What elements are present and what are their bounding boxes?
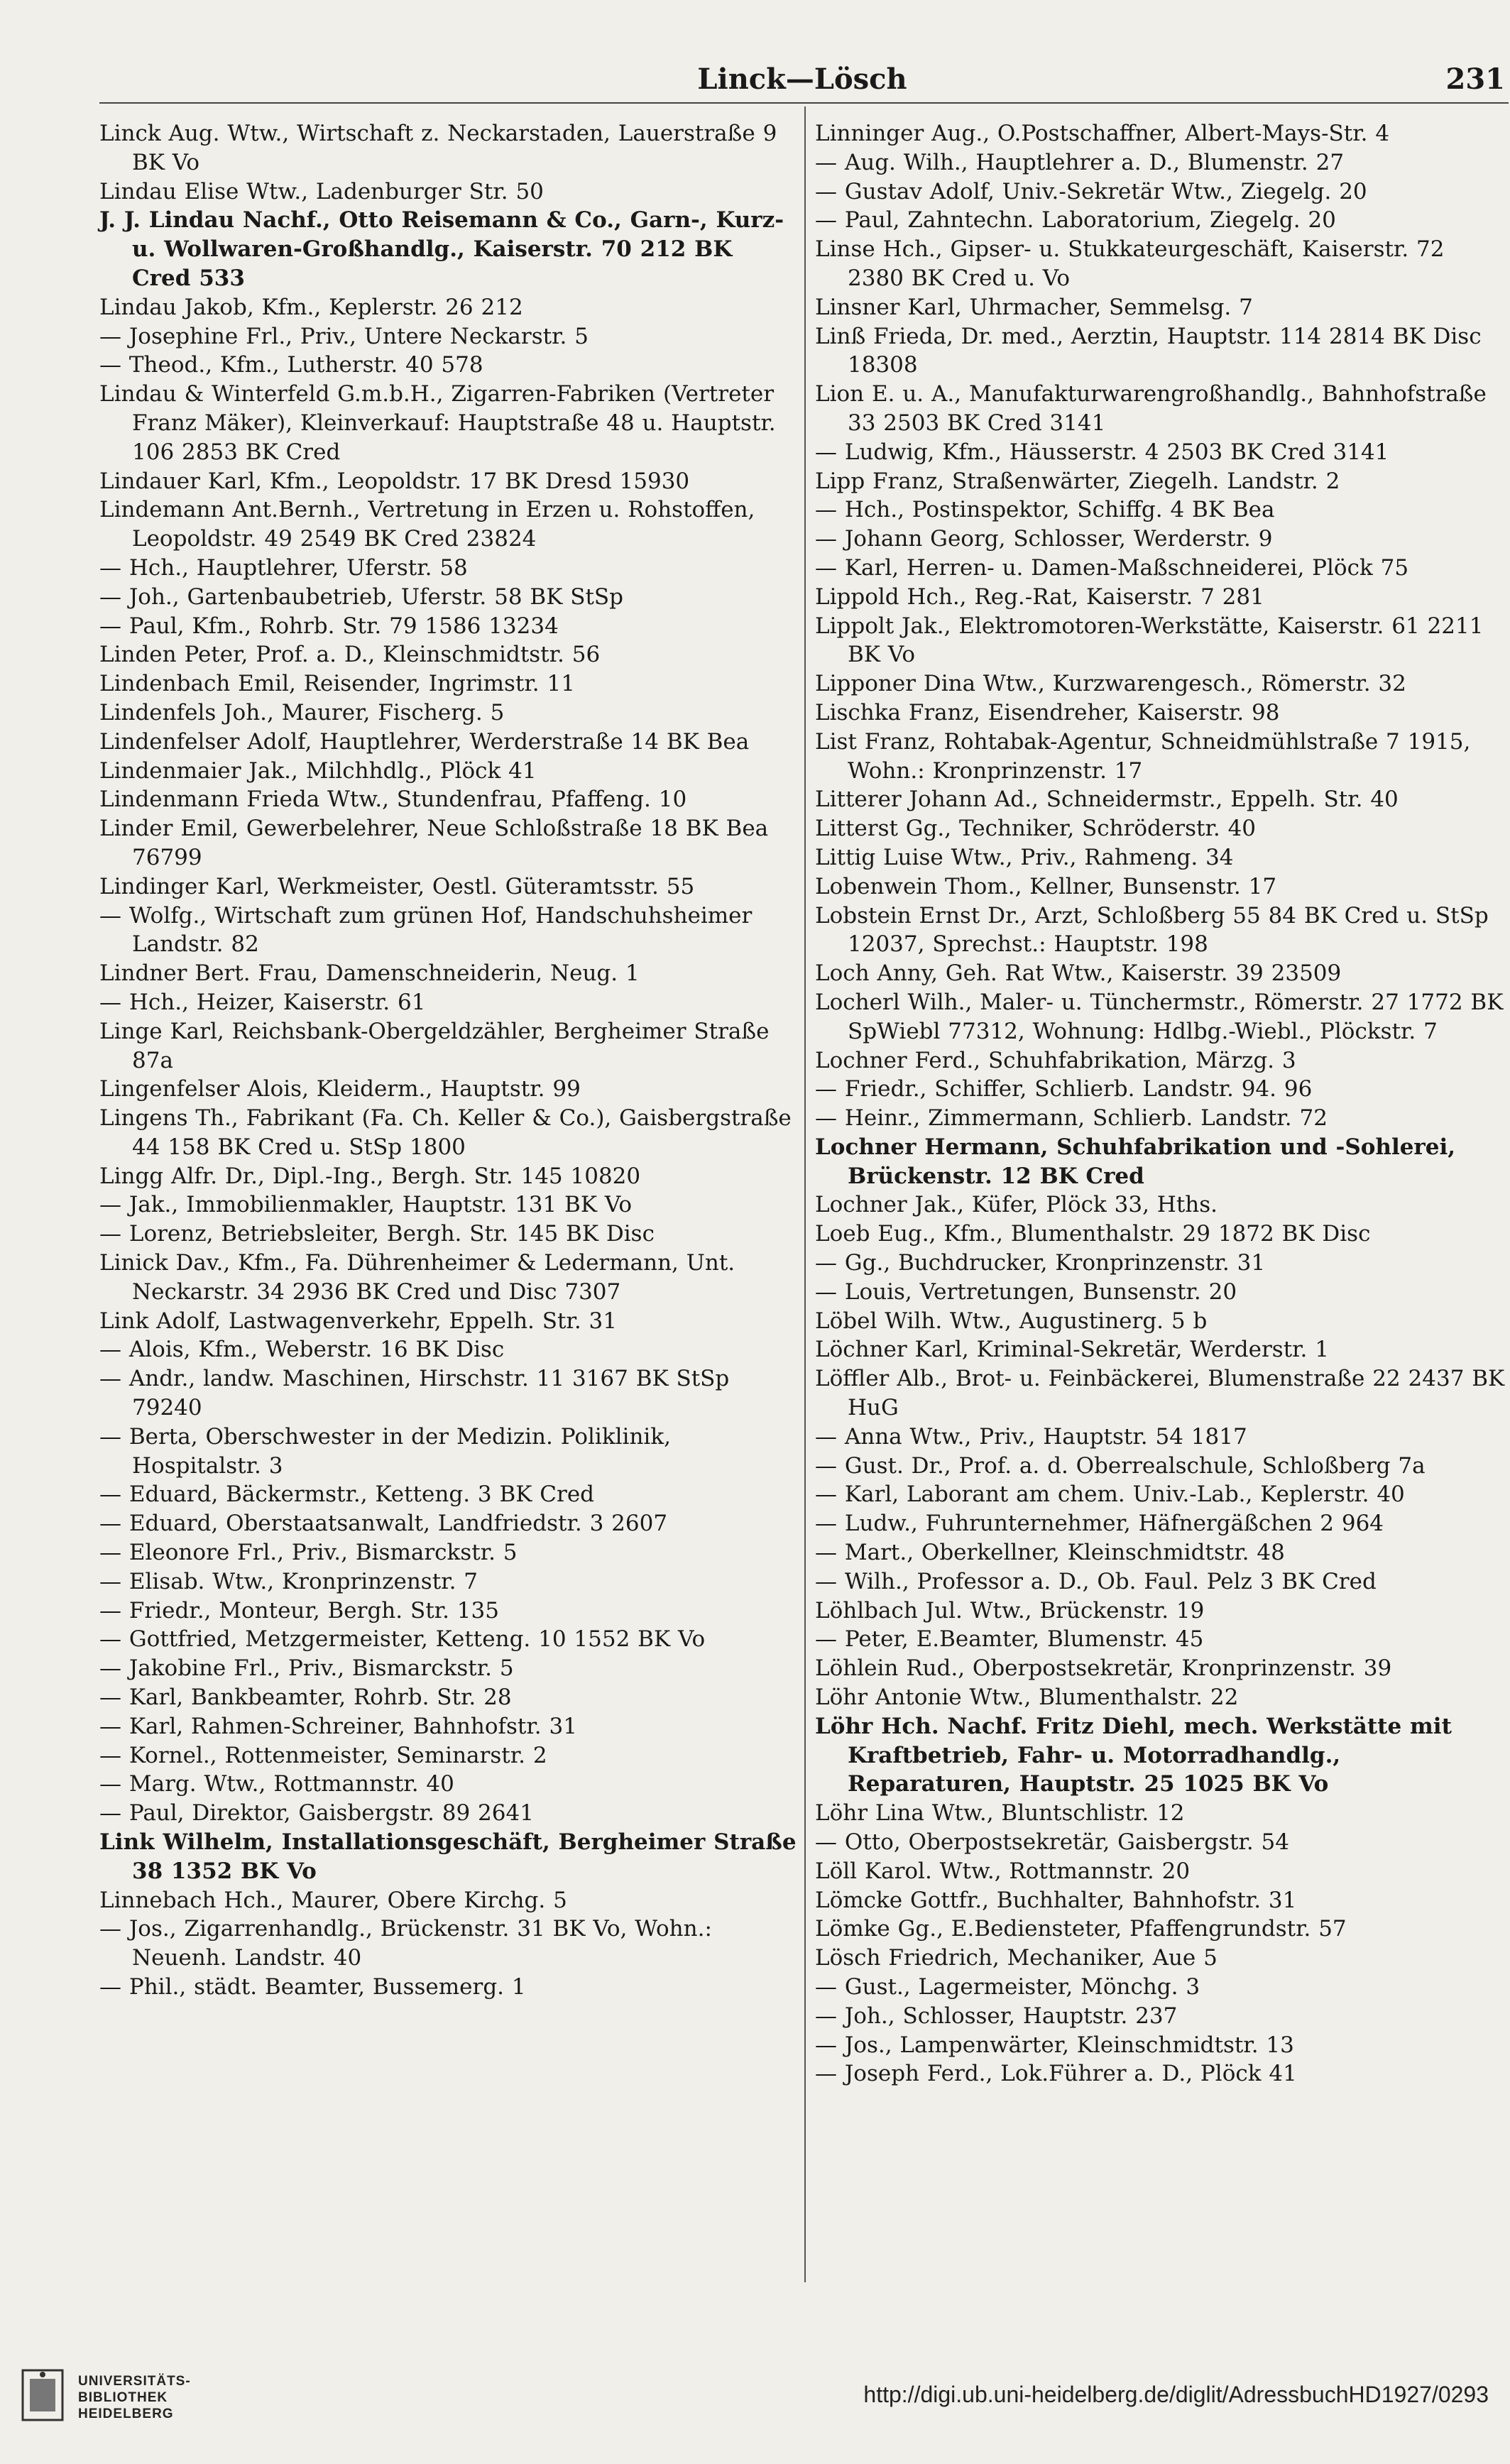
directory-entry: — Lorenz, Betriebsleiter, Bergh. Str. 145 BK Disc [99,1221,655,1247]
directory-entry: Lischka Franz, Eisendreher, Kaiserstr. 98 [815,699,1280,725]
directory-entry: — Jakobine Frl., Priv., Bismarckstr. 5 [99,1655,514,1682]
directory-entry: — Elisab. Wtw., Kronprinzenstr. 7 [99,1568,478,1594]
page-number: 231 [1445,62,1505,96]
directory-entry: — Marg. Wtw., Rottmannstr. 40 [99,1771,454,1797]
directory-entry: Lingenfelser Alois, Kleiderm., Hauptstr. 99 [99,1076,581,1102]
directory-entry: — Aug. Wilh., Hauptlehrer a. D., Blumenstr. 27 [815,149,1345,175]
directory-entry: — Wilh., Professor a. D., Ob. Faul. Pelz 3 BK Cred [815,1568,1377,1594]
directory-entry: Lingens Th., Fabrikant (Fa. Ch. Keller & Co.), Gaisbergstraße 44 158 BK Cred u. StSp 1800 [99,1105,792,1160]
running-head: Linck—Lösch [697,62,907,96]
directory-entry: — Josephine Frl., Priv., Untere Neckarstr. 5 [99,323,589,349]
header-rule [99,102,1509,104]
directory-entry: — Gustav Adolf, Univ.-Sekretär Wtw., Ziegelg. 20 [815,178,1367,204]
directory-entry: Littig Luise Wtw., Priv., Rahmeng. 34 [815,844,1234,870]
directory-entry: Lindauer Karl, Kfm., Leopoldstr. 17 BK Dresd 15930 [99,468,690,494]
directory-entry: Lindner Bert. Frau, Damenschneiderin, Neug. 1 [99,960,640,987]
directory-entry: — Gust., Lagermeister, Mönchg. 3 [815,1974,1200,2000]
directory-entry: — Anna Wtw., Priv., Hauptstr. 54 1817 [815,1423,1247,1450]
directory-entry: Lindemann Ant.Bernh., Vertretung in Erzen u. Rohstoffen, Leopoldstr. 49 2549 BK Cred 23824 [99,497,755,552]
directory-entry: — Friedr., Monteur, Bergh. Str. 135 [99,1597,499,1623]
directory-entry: Lindau Elise Wtw., Ladenburger Str. 50 [99,178,544,204]
directory-entry: J. J. Lindau Nachf., Otto Reisemann & Co., Garn-, Kurz- u. Wollwaren-Großhandlg., Kaiserstr. 70 212 BK Cred 533 [99,207,784,291]
directory-entry: Löffler Alb., Brot- u. Feinbäckerei, Blumenstraße 22 2437 BK HuG [815,1366,1505,1421]
directory-entry: Linsner Karl, Uhrmacher, Semmelsg. 7 [815,294,1253,320]
directory-entry: — Mart., Oberkellner, Kleinschmidtstr. 48 [815,1540,1285,1566]
page-footer [0,2360,1510,2464]
directory-entry: Linck Aug. Wtw., Wirtschaft z. Neckarstaden, Lauerstraße 9 BK Vo [99,121,777,175]
directory-entry: Linninger Aug., O.Postschaffner, Albert-Mays-Str. 4 [815,121,1390,146]
directory-entry: Linnebach Hch., Maurer, Obere Kirchg. 5 [99,1887,567,1913]
directory-entry: — Paul, Zahntechn. Laboratorium, Ziegelg. 20 [815,207,1336,234]
directory-entry: Lobstein Ernst Dr., Arzt, Schloßberg 55 84 BK Cred u. StSp 12037, Sprechst.: Hauptstr. 198 [815,902,1489,958]
library-name-line2: BIBLIOTHEK [78,2390,168,2405]
directory-entry: Locherl Wilh., Maler- u. Tünchermstr., Römerstr. 27 1772 BK SpWiebl 77312, Wohnung: Hdlbg.-Wiebl., Plöckstr. 7 [815,989,1504,1044]
directory-entry: Lippolt Jak., Elektromotoren-Werkstätte, Kaiserstr. 61 2211 BK Vo [815,613,1484,668]
directory-entry: Löhr Lina Wtw., Bluntschlistr. 12 [815,1800,1185,1827]
directory-entry: — Hch., Heizer, Kaiserstr. 61 [99,989,426,1015]
directory-entry: — Peter, E.Beamter, Blumenstr. 45 [815,1626,1204,1653]
directory-entry: — Karl, Rahmen-Schreiner, Bahnhofstr. 31 [99,1713,577,1739]
directory-entry: Lobenwein Thom., Kellner, Bunsenstr. 17 [815,873,1277,899]
directory-entry: Lindenbach Emil, Reisender, Ingrimstr. 11 [99,671,575,697]
directory-entry: Lipp Franz, Straßenwärter, Ziegelh. Landstr. 2 [815,468,1340,494]
directory-entry: — Heinr., Zimmermann, Schlierb. Landstr. 72 [815,1105,1328,1132]
directory-entry: Linder Emil, Gewerbelehrer, Neue Schloßstraße 18 BK Bea 76799 [99,816,769,870]
directory-entry: Löhr Antonie Wtw., Blumenthalstr. 22 [815,1685,1239,1711]
directory-entry: — Paul, Kfm., Rohrb. Str. 79 1586 13234 [99,613,559,639]
directory-entry: Lindinger Karl, Werkmeister, Oestl. Güteramtsstr. 55 [99,873,695,899]
directory-entry: — Gust. Dr., Prof. a. d. Oberrealschule, Schloßberg 7a [815,1452,1426,1479]
page-header [99,58,1505,101]
directory-entry: — Jak., Immobilienmakler, Hauptstr. 131 BK Vo [99,1192,633,1218]
column-divider [804,106,806,2282]
directory-entry: — Paul, Direktor, Gaisbergstr. 89 2641 [99,1800,534,1827]
directory-entry: Löhlbach Jul. Wtw., Brückenstr. 19 [815,1597,1205,1623]
directory-entry: — Joh., Gartenbaubetrieb, Uferstr. 58 BK StSp [99,584,623,610]
directory-entry: Linick Dav., Kfm., Fa. Dührenheimer & Ledermann, Unt. Neckarstr. 34 2936 BK Cred und Disc 7307 [99,1250,735,1305]
directory-entry: Lindenfelser Adolf, Hauptlehrer, Werderstraße 14 BK Bea [99,728,750,755]
directory-entry: — Gg., Buchdrucker, Kronprinzenstr. 31 [815,1250,1266,1276]
source-url-link[interactable]: http://digi.ub.uni-heidelberg.de/diglit/AdressbuchHD1927/0293 [863,2382,1489,2407]
directory-entry: Löchner Karl, Kriminal-Sekretär, Werderstr. 1 [815,1337,1329,1363]
directory-entry: Linß Frieda, Dr. med., Aerztin, Hauptstr. 114 2814 BK Disc 18308 [815,323,1482,378]
directory-entry: Lion E. u. A., Manufakturwarengroßhandlg., Bahnhofstraße 33 2503 BK Cred 3141 [815,381,1487,436]
directory-entry: Lippold Hch., Reg.-Rat, Kaiserstr. 7 281 [815,584,1264,610]
directory-entry: Linse Hch., Gipser- u. Stukkateurgeschäft, Kaiserstr. 72 2380 BK Cred u. Vo [815,236,1445,291]
directory-entry: — Joh., Schlosser, Hauptstr. 237 [815,2003,1178,2029]
directory-entry: Lindenmaier Jak., Milchhdlg., Plöck 41 [99,757,537,784]
directory-entry: — Wolfg., Wirtschaft zum grünen Hof, Handschuhsheimer Landstr. 82 [99,902,753,958]
directory-entry: — Eleonore Frl., Priv., Bismarckstr. 5 [99,1540,518,1566]
directory-entry: — Otto, Oberpostsekretär, Gaisbergstr. 54 [815,1829,1289,1856]
directory-entry: — Jos., Zigarrenhandlg., Brückenstr. 31 BK Vo, Wohn.: Neuenh. Landstr. 40 [99,1916,712,1971]
directory-entry: Litterer Johann Ad., Schneidermstr., Eppelh. Str. 40 [815,787,1399,813]
directory-entry: — Ludw., Fuhrunternehmer, Häfnergäßchen 2 964 [815,1511,1384,1537]
directory-entry: Lösch Friedrich, Mechaniker, Aue 5 [815,1945,1218,1971]
library-name [78,2373,191,2422]
directory-entry: — Jos., Lampenwärter, Kleinschmidtstr. 13 [815,2032,1294,2058]
directory-entry: — Karl, Laborant am chem. Univ.-Lab., Keplerstr. 40 [815,1482,1405,1508]
directory-entry: Linge Karl, Reichsbank-Obergeldzähler, Bergheimer Straße 87a [99,1018,770,1073]
directory-entry: Lingg Alfr. Dr., Dipl.-Ing., Bergh. Str. 145 10820 [99,1163,641,1189]
directory-entry: — Ludwig, Kfm., Häusserstr. 4 2503 BK Cred 3141 [815,439,1389,465]
directory-entry: Lochner Ferd., Schuhfabrikation, Märzg. 3 [815,1047,1296,1073]
directory-entry: Löll Karol. Wtw., Rottmannstr. 20 [815,1858,1191,1884]
directory-entry: Löhr Hch. Nachf. Fritz Diehl, mech. Werkstätte mit Kraftbetrieb, Fahr- u. Motorradhandlg., Reparaturen, Hauptstr. 25 1025 BK Vo [815,1713,1452,1797]
directory-entry: — Alois, Kfm., Weberstr. 16 BK Disc [99,1337,505,1363]
library-name-line3: HEIDELBERG [78,2406,174,2421]
directory-entry: — Theod., Kfm., Lutherstr. 40 578 [99,352,483,378]
library-name-line1: UNIVERSITÄTS- [78,2374,191,2389]
directory-entry: — Eduard, Bäckermstr., Ketteng. 3 BK Cred [99,1482,595,1508]
directory-entry: Lindau Jakob, Kfm., Keplerstr. 26 212 [99,294,523,320]
directory-entry: Lindenfels Joh., Maurer, Fischerg. 5 [99,699,505,725]
directory-entry: — Kornel., Rottenmeister, Seminarstr. 2 [99,1742,547,1768]
directory-entry: — Friedr., Schiffer, Schlierb. Landstr. 94. 96 [815,1076,1313,1102]
directory-entry: Löbel Wilh. Wtw., Augustinerg. 5 b [815,1308,1208,1334]
directory-entry: Lipponer Dina Wtw., Kurzwarengesch., Römerstr. 32 [815,671,1406,697]
directory-entry: Link Adolf, Lastwagenverkehr, Eppelh. Str. 31 [99,1308,618,1334]
directory-entry: — Karl, Bankbeamter, Rohrb. Str. 28 [99,1685,512,1711]
directory-entry: List Franz, Rohtabak-Agentur, Schneidmühlstraße 7 1915, Wohn.: Kronprinzenstr. 17 [815,728,1471,784]
directory-entry: — Eduard, Oberstaatsanwalt, Landfriedstr. 3 2607 [99,1511,668,1537]
directory-entry: — Karl, Herren- u. Damen-Maßschneiderei, Plöck 75 [815,554,1409,581]
directory-entry: Lochner Jak., Küfer, Plöck 33, Hths. [815,1192,1218,1218]
directory-entry: — Berta, Oberschwester in der Medizin. Poliklinik, Hospitalstr. 3 [99,1423,671,1479]
directory-entry: Litterst Gg., Techniker, Schröderstr. 40 [815,816,1257,842]
directory-entry: Lochner Hermann, Schuhfabrikation und -Sohlerei, Brückenstr. 12 BK Cred [815,1134,1456,1189]
directory-entry: — Joseph Ferd., Lok.Führer a. D., Plöck 41 [815,2061,1297,2087]
left-column [99,119,799,2002]
right-column [815,119,1507,2088]
directory-entry: Lindau & Winterfeld G.m.b.H., Zigarren-Fabriken (Vertreter Franz Mäker), Kleinverkauf: Hauptstraße 48 u. Hauptstr. 106 2853 BK Cred [99,381,776,465]
university-seal-icon [20,2366,65,2424]
directory-entry: Lömcke Gottfr., Buchhalter, Bahnhofstr. 31 [815,1887,1297,1913]
directory-entry: Loch Anny, Geh. Rat Wtw., Kaiserstr. 39 23509 [815,960,1342,987]
directory-entry: — Phil., städt. Beamter, Bussemerg. 1 [99,1974,526,2000]
directory-entry: Loeb Eug., Kfm., Blumenthalstr. 29 1872 BK Disc [815,1221,1371,1247]
directory-entry: — Hch., Postinspektor, Schiffg. 4 BK Bea [815,497,1275,523]
directory-entry: Lömke Gg., E.Bediensteter, Pfaffengrundstr. 57 [815,1916,1347,1942]
directory-entry: Löhlein Rud., Oberpostsekretär, Kronprinzenstr. 39 [815,1655,1392,1682]
directory-entry: — Hch., Hauptlehrer, Uferstr. 58 [99,554,468,581]
directory-entry: — Johann Georg, Schlosser, Werderstr. 9 [815,526,1273,552]
directory-entry: Link Wilhelm, Installationsgeschäft, Bergheimer Straße 38 1352 BK Vo [99,1829,797,1884]
directory-entry: Linden Peter, Prof. a. D., Kleinschmidtstr. 56 [99,642,601,668]
directory-entry: — Louis, Vertretungen, Bunsenstr. 20 [815,1278,1237,1305]
directory-entry: — Andr., landw. Maschinen, Hirschstr. 11 3167 BK StSp 79240 [99,1366,730,1421]
directory-entry: — Gottfried, Metzgermeister, Ketteng. 10 1552 BK Vo [99,1626,706,1653]
directory-entry: Lindenmann Frieda Wtw., Stundenfrau, Pfaffeng. 10 [99,787,687,813]
